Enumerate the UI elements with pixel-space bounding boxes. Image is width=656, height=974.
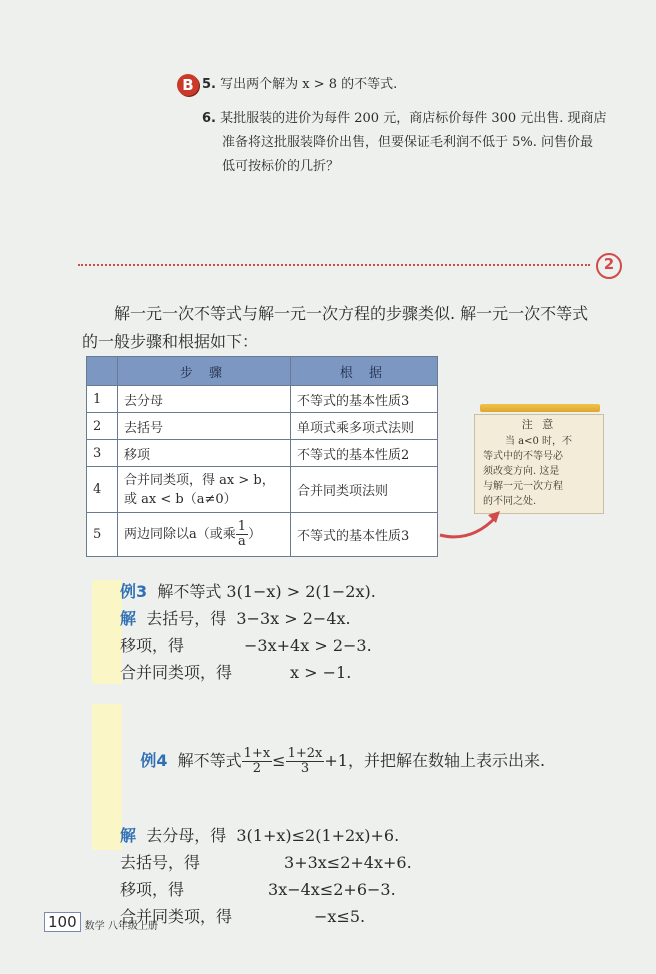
row5-paren: （或乘: [196, 527, 236, 542]
fraction-numerator: 1: [237, 519, 247, 534]
row-step: 移项: [118, 440, 291, 467]
section-divider: [78, 264, 590, 266]
header-basis: 根 据: [291, 357, 438, 386]
example3-step3-label: 合并同类项，得: [120, 663, 233, 682]
row-index: 4: [87, 467, 118, 513]
example4-step3-label: 移项，得: [120, 880, 185, 899]
exercise-6-line1: 某批服装的进价为每件 200 元，商店标价每件 300 元出售. 现商店: [220, 111, 607, 126]
row4-step-line2: 或 ax < b（a≠0）: [124, 491, 237, 507]
note-arrow-icon: [436, 505, 506, 541]
level-b-badge: B: [177, 74, 199, 96]
page-footer: [44, 912, 158, 932]
row-index: 2: [87, 413, 118, 440]
header-steps: 步 骤: [118, 357, 291, 386]
row-step: [118, 513, 291, 557]
row-step: 去括号: [118, 413, 291, 440]
table-row: [87, 440, 438, 467]
example3-step2-label: 移项，得: [120, 636, 185, 655]
pencil-icon: [480, 404, 600, 412]
page-number: 100: [44, 912, 81, 932]
note-line1: 当 a<0 时，不: [505, 436, 573, 447]
example4-step4-expr: −x≤5.: [314, 907, 366, 926]
example4-label: 例4: [140, 751, 168, 770]
exercise-5-number: 5.: [202, 77, 216, 92]
row-step: 去分母: [118, 386, 291, 413]
fraction-denominator: a: [238, 534, 246, 549]
header-index: [87, 357, 118, 386]
row-index: 5: [87, 513, 118, 557]
row-index: 3: [87, 440, 118, 467]
row-basis: 单项式乘多项式法则: [291, 413, 438, 440]
example3-step1: 去括号，得 3−3x > 2−4x.: [146, 609, 351, 628]
exercise-6-line3: 低可按标价的几折？: [222, 159, 340, 174]
example3-label: 例3: [120, 582, 148, 601]
fraction-denominator: 3: [300, 761, 310, 776]
fraction-numerator: 1+x: [243, 746, 271, 761]
row-step: [118, 467, 291, 513]
book-title: 数学 八年级上册: [84, 921, 158, 932]
table-row: [87, 413, 438, 440]
example3: [120, 578, 376, 686]
fraction-denominator: 2: [252, 761, 262, 776]
row-basis: 不等式的基本性质3: [291, 513, 438, 557]
note-line3: 须改变方向. 这是: [483, 466, 560, 477]
note-line5: 的不同之处.: [483, 496, 537, 507]
example4-suffix: +1，并把解在数轴上表示出来.: [324, 751, 546, 770]
row4-step-line1: 合并同类项，得 ax > b，: [124, 472, 275, 488]
row-basis: 不等式的基本性质3: [291, 386, 438, 413]
example4: [120, 704, 545, 930]
row-basis: 不等式的基本性质2: [291, 440, 438, 467]
intro-paragraph: [82, 300, 642, 356]
intro-line2: 的一般步骤和根据如下：: [82, 332, 259, 351]
fraction-numerator: 1+2x: [287, 746, 323, 761]
exercise-6-number: 6.: [202, 111, 216, 126]
example3-problem: 解不等式 3(1−x) > 2(1−2x).: [157, 582, 376, 601]
row-basis: 合并同类项法则: [291, 467, 438, 513]
note-title: 注 意: [521, 418, 557, 431]
example4-le-sign: ≤: [272, 751, 286, 770]
example3-highlight: [92, 580, 122, 684]
example4-step3-expr: 3x−4x≤2+6−3.: [268, 880, 396, 899]
example4-step2-label: 去括号，得: [120, 853, 201, 872]
note-box: [474, 414, 604, 514]
example4-prefix: 解不等式: [177, 751, 242, 770]
steps-table: [86, 356, 438, 557]
table-row: [87, 513, 438, 557]
table-row: [87, 386, 438, 413]
example4-fraction2: [286, 747, 325, 776]
intro-line1: 解一元一次不等式与解一元一次方程的步骤类似. 解一元一次不等式: [114, 304, 589, 323]
note-line4: 与解一元一次方程: [483, 481, 563, 492]
row5-close-paren: ）: [248, 527, 262, 542]
example4-highlight: [92, 704, 122, 850]
exercise-6: [202, 107, 632, 179]
exercise-5: [202, 73, 397, 97]
example4-step2-expr: 3+3x≤2+4x+6.: [284, 853, 412, 872]
exercise-6-line2: 准备将这批服装降价出售，但要保证毛利润不低于 5%. 问售价最: [222, 135, 594, 150]
table-row: [87, 467, 438, 513]
example4-step1: 去分母，得 3(1+x)≤2(1+2x)+6.: [146, 826, 400, 845]
example4-step4-label: 合并同类项，得: [120, 907, 233, 926]
row5-step-text: 两边同除以a: [124, 527, 197, 542]
example4-solution-label: 解: [120, 826, 137, 845]
example3-step2-expr: −3x+4x > 2−3.: [244, 636, 372, 655]
example3-solution-label: 解: [120, 609, 137, 628]
note-line2: 等式中的不等号必: [483, 451, 563, 462]
exercise-5-text: 写出两个解为 x > 8 的不等式.: [220, 77, 398, 92]
section-number: 2: [596, 253, 622, 279]
table-header-row: [87, 357, 438, 386]
row-index: 1: [87, 386, 118, 413]
example3-step3-expr: x > −1.: [290, 663, 352, 682]
row5-fraction: [236, 520, 248, 549]
example4-fraction1: [242, 747, 273, 776]
